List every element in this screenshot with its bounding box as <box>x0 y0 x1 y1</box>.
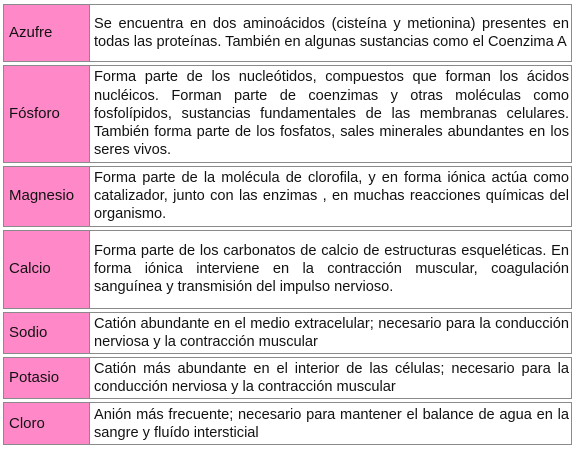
element-description-cell: Anión más frecuente; necesario para mantener el balance de agua en la sangre y fluído intersticial <box>90 403 572 445</box>
table-row <box>4 167 572 227</box>
element-name-cell: Sodio <box>4 312 90 353</box>
element-name-cell: Fósforo <box>4 66 90 163</box>
element-description-cell: Catión abundante en el medio extracelular; necesario para la conducción nerviosa y la contracción muscular <box>90 312 572 353</box>
table-row <box>4 358 572 399</box>
table-row <box>4 403 572 445</box>
element-name-cell: Magnesio <box>4 167 90 227</box>
element-name-cell: Calcio <box>4 230 90 308</box>
element-description-cell: Forma parte de la molécula de clorofila, y en forma iónica actúa como catalizador, junto con las enzimas , en muchas reacciones químicas del organismo. <box>90 167 572 227</box>
element-name-cell: Potasio <box>4 358 90 399</box>
table-row <box>4 312 572 353</box>
element-description-cell: Se encuentra en dos aminoácidos (cisteína y metionina) presentes en todas las proteínas. También en algunas sustancias como el Coenzima A <box>90 5 572 62</box>
element-name-cell: Azufre <box>4 5 90 62</box>
element-description-cell: Forma parte de los nucleótidos, compuestos que forman los ácidos nucléicos. Forman parte de coenzimas y otras moléculas como fosfolípidos, sustancias fundamentales de las membranas celulares. También forma parte de los fosfatos, sales minerales abundantes en los seres vivos. <box>90 66 572 163</box>
table-row <box>4 230 572 308</box>
element-description-cell: Catión más abundante en el interior de las células; necesario para la conducción nerviosa y la contracción muscular <box>90 358 572 399</box>
element-description-cell: Forma parte de los carbonatos de calcio de estructuras esqueléticas. En forma iónica interviene en la contracción muscular, coagulación sanguínea y transmisión del impulso nervioso. <box>90 230 572 308</box>
element-name-cell: Cloro <box>4 403 90 445</box>
table-row <box>4 5 572 62</box>
table-row <box>4 66 572 163</box>
elements-table <box>3 4 572 445</box>
